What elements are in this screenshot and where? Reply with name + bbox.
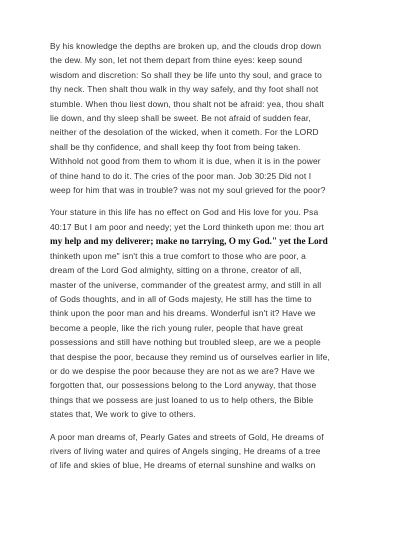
text-line: states that, We work to give to others. (50, 409, 196, 420)
text-line: master of the universe, commander of the greatest army, and still in all (50, 279, 322, 290)
text-line: of thine hand to do it. The cries of the poor man. Job 30:25 Did not I (50, 170, 312, 181)
text-line: of Gods thoughts, and in all of Gods majesty, He still has the time to (50, 293, 312, 304)
paragraph-3 (50, 430, 379, 473)
text-line: rivers of living water and quires of Angels singing, He dreams of a tree (50, 445, 321, 456)
text-line: 40:17 But I am poor and needy; yet the Lord thinketh upon me: thou art (50, 221, 325, 232)
text-line: things that we possess are just loaned to us to help others, the Bible (50, 394, 314, 405)
text-line: thy neck. Then shalt thou walk in thy way safely, and thy foot shall not (50, 84, 319, 95)
paragraph-2 (50, 205, 379, 421)
text-line: A poor man dreams of, Pearly Gates and streets of Gold, He dreams of (50, 431, 324, 442)
text-line: that despise the poor, because they remind us of ourselves earlier in life, (50, 351, 330, 362)
text-line: Withhold not good from them to whom it is due, when it is in the power (50, 156, 321, 167)
text-line: think upon the poor man and his dreams. Wonderful isn't it? Have we (50, 308, 316, 319)
paragraph-1 (50, 39, 379, 197)
text-line: wisdom and discretion: So shall they be life unto thy soul, and grace to (50, 69, 322, 80)
bold-quote-line: my help and my deliverer; make no tarrying, O my God." yet the Lord (50, 236, 328, 247)
text-line: forgotten that, our possessions belong to the Lord anyway, that those (50, 380, 317, 391)
text-line: lie down, and thy sleep shall be sweet. Be not afraid of sudden fear, (50, 113, 311, 124)
text-line: neither of the desolation of the wicked, when it cometh. For the LORD (50, 127, 319, 138)
text-line: dream of the Lord God almighty, sitting on a throne, creator of all, (50, 265, 302, 276)
text-line: or do we despise the poor because they are not as we are? Have we (50, 365, 315, 376)
text-line: possessions and still have nothing but troubled sleep, are we a people (50, 337, 321, 348)
text-line: the dew. My son, let not them depart from thine eyes: keep sound (50, 55, 303, 66)
text-line: By his knowledge the depths are broken up, and the clouds drop down (50, 41, 322, 51)
text-line: of life and skies of blue, He dreams of eternal sunshine and walks on (50, 460, 316, 471)
text-line: thinketh upon me" isn't this a true comfort to those who are poor, a (50, 250, 306, 261)
text-line: stumble. When thou liest down, thou shalt not be afraid: yea, thou shalt (50, 98, 324, 109)
text-line: weep for him that was in trouble? was not my soul grieved for the poor? (50, 185, 326, 196)
text-line: Your stature in this life has no effect on God and His love for you. Psa (50, 207, 319, 218)
text-line: shall be thy confidence, and shall keep thy foot from being taken. (50, 141, 301, 152)
text-line: become a people, like the rich young ruler, people that have great (50, 322, 303, 333)
